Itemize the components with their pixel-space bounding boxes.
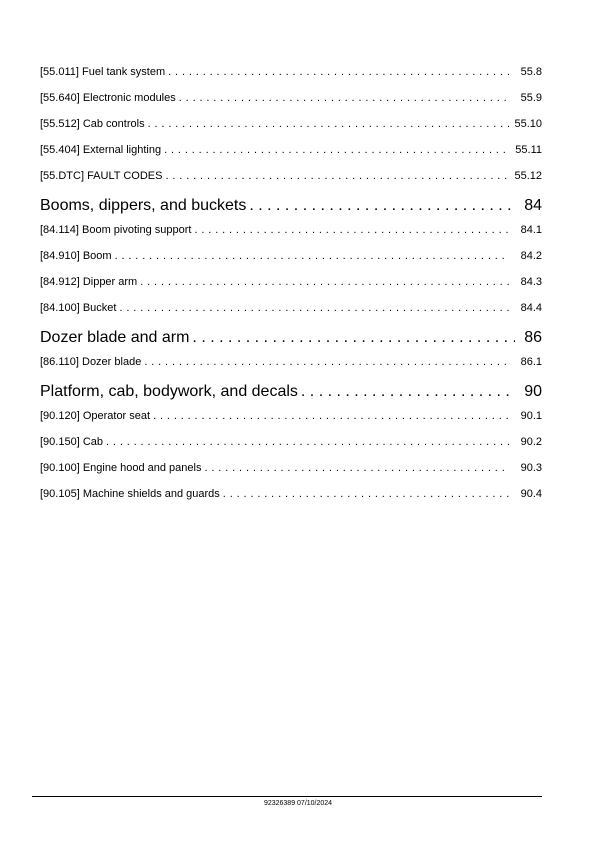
- toc-entry-label: [84.912] Dipper arm: [40, 276, 138, 288]
- dot-leader: [144, 352, 509, 372]
- toc-entry-page: 90.1: [520, 410, 542, 422]
- dot-leader: [249, 192, 515, 220]
- toc-section-page: 84: [524, 197, 542, 214]
- toc-entry-84-910[interactable]: [40, 246, 542, 272]
- toc-section-page: 90: [524, 383, 542, 400]
- toc-entry-page: 55.8: [520, 66, 542, 78]
- toc-entry-label: [86.110] Dozer blade: [40, 356, 142, 368]
- toc-section-label: Dozer blade and arm: [40, 329, 190, 346]
- toc-entry-55-011[interactable]: [40, 62, 542, 88]
- toc-entry-page: 86.1: [520, 356, 542, 368]
- dot-leader: [106, 432, 509, 452]
- toc-entry-page: 84.3: [520, 276, 542, 288]
- toc-entry-label: [84.100] Bucket: [40, 302, 117, 314]
- toc-section-page: 86: [524, 329, 542, 346]
- toc-entry-label: [90.120] Operator seat: [40, 410, 151, 422]
- toc-entry-label: [55.404] External lighting: [40, 144, 162, 156]
- dot-leader: [115, 246, 509, 266]
- dot-leader: [192, 324, 515, 352]
- table-of-contents: [40, 62, 542, 510]
- toc-entry-page: 84.1: [520, 224, 542, 236]
- toc-entry-label: [90.150] Cab: [40, 436, 103, 448]
- toc-entry-84-100[interactable]: [40, 298, 542, 324]
- toc-entry-90-150[interactable]: [40, 432, 542, 458]
- toc-entry-page: 55.10: [514, 118, 542, 130]
- toc-section-booms[interactable]: [40, 192, 542, 220]
- toc-entry-page: 55.12: [514, 170, 542, 182]
- toc-section-label: Platform, cab, bodywork, and decals: [40, 383, 298, 400]
- toc-entry-page: 84.2: [520, 250, 542, 262]
- toc-entry-86-110[interactable]: [40, 352, 542, 378]
- toc-entry-page: 84.4: [520, 302, 542, 314]
- toc-entry-90-120[interactable]: [40, 406, 542, 432]
- toc-entry-84-114[interactable]: [40, 220, 542, 246]
- dot-leader: [168, 62, 509, 82]
- toc-entry-page: 55.11: [515, 144, 542, 156]
- toc-entry-90-105[interactable]: [40, 484, 542, 510]
- toc-entry-page: 55.9: [520, 92, 542, 104]
- toc-section-dozer[interactable]: [40, 324, 542, 352]
- dot-leader: [165, 166, 509, 186]
- toc-entry-55-404[interactable]: [40, 140, 542, 166]
- dot-leader: [164, 140, 509, 160]
- toc-entry-page: 90.2: [520, 436, 542, 448]
- toc-entry-label: [55.011] Fuel tank system: [40, 66, 166, 78]
- dot-leader: [194, 220, 509, 240]
- toc-entry-55-640[interactable]: [40, 88, 542, 114]
- dot-leader: [223, 484, 509, 504]
- dot-leader: [119, 298, 509, 318]
- dot-leader: [153, 406, 509, 426]
- toc-section-label: Booms, dippers, and buckets: [40, 197, 247, 214]
- dot-leader: [204, 458, 509, 478]
- toc-entry-page: 90.4: [520, 488, 542, 500]
- toc-entry-55-512[interactable]: [40, 114, 542, 140]
- toc-entry-label: [90.100] Engine hood and panels: [40, 462, 202, 474]
- toc-entry-84-912[interactable]: [40, 272, 542, 298]
- dot-leader: [301, 378, 515, 406]
- toc-entry-label: [55.640] Electronic modules: [40, 92, 176, 104]
- toc-entry-label: [55.DTC] FAULT CODES: [40, 170, 163, 182]
- toc-section-platform[interactable]: [40, 378, 542, 406]
- toc-entry-label: [55.512] Cab controls: [40, 118, 145, 130]
- footer-divider: [32, 796, 542, 797]
- dot-leader: [148, 114, 509, 134]
- toc-entry-page: 90.3: [520, 462, 542, 474]
- toc-entry-55-dtc[interactable]: [40, 166, 542, 192]
- toc-entry-label: [90.105] Machine shields and guards: [40, 488, 220, 500]
- dot-leader: [140, 272, 509, 292]
- toc-entry-label: [84.114] Boom pivoting support: [40, 224, 192, 236]
- footer-doc-id: 92326389 07/10/2024: [263, 800, 333, 807]
- toc-entry-90-100[interactable]: [40, 458, 542, 484]
- toc-entry-label: [84.910] Boom: [40, 250, 112, 262]
- dot-leader: [179, 88, 509, 108]
